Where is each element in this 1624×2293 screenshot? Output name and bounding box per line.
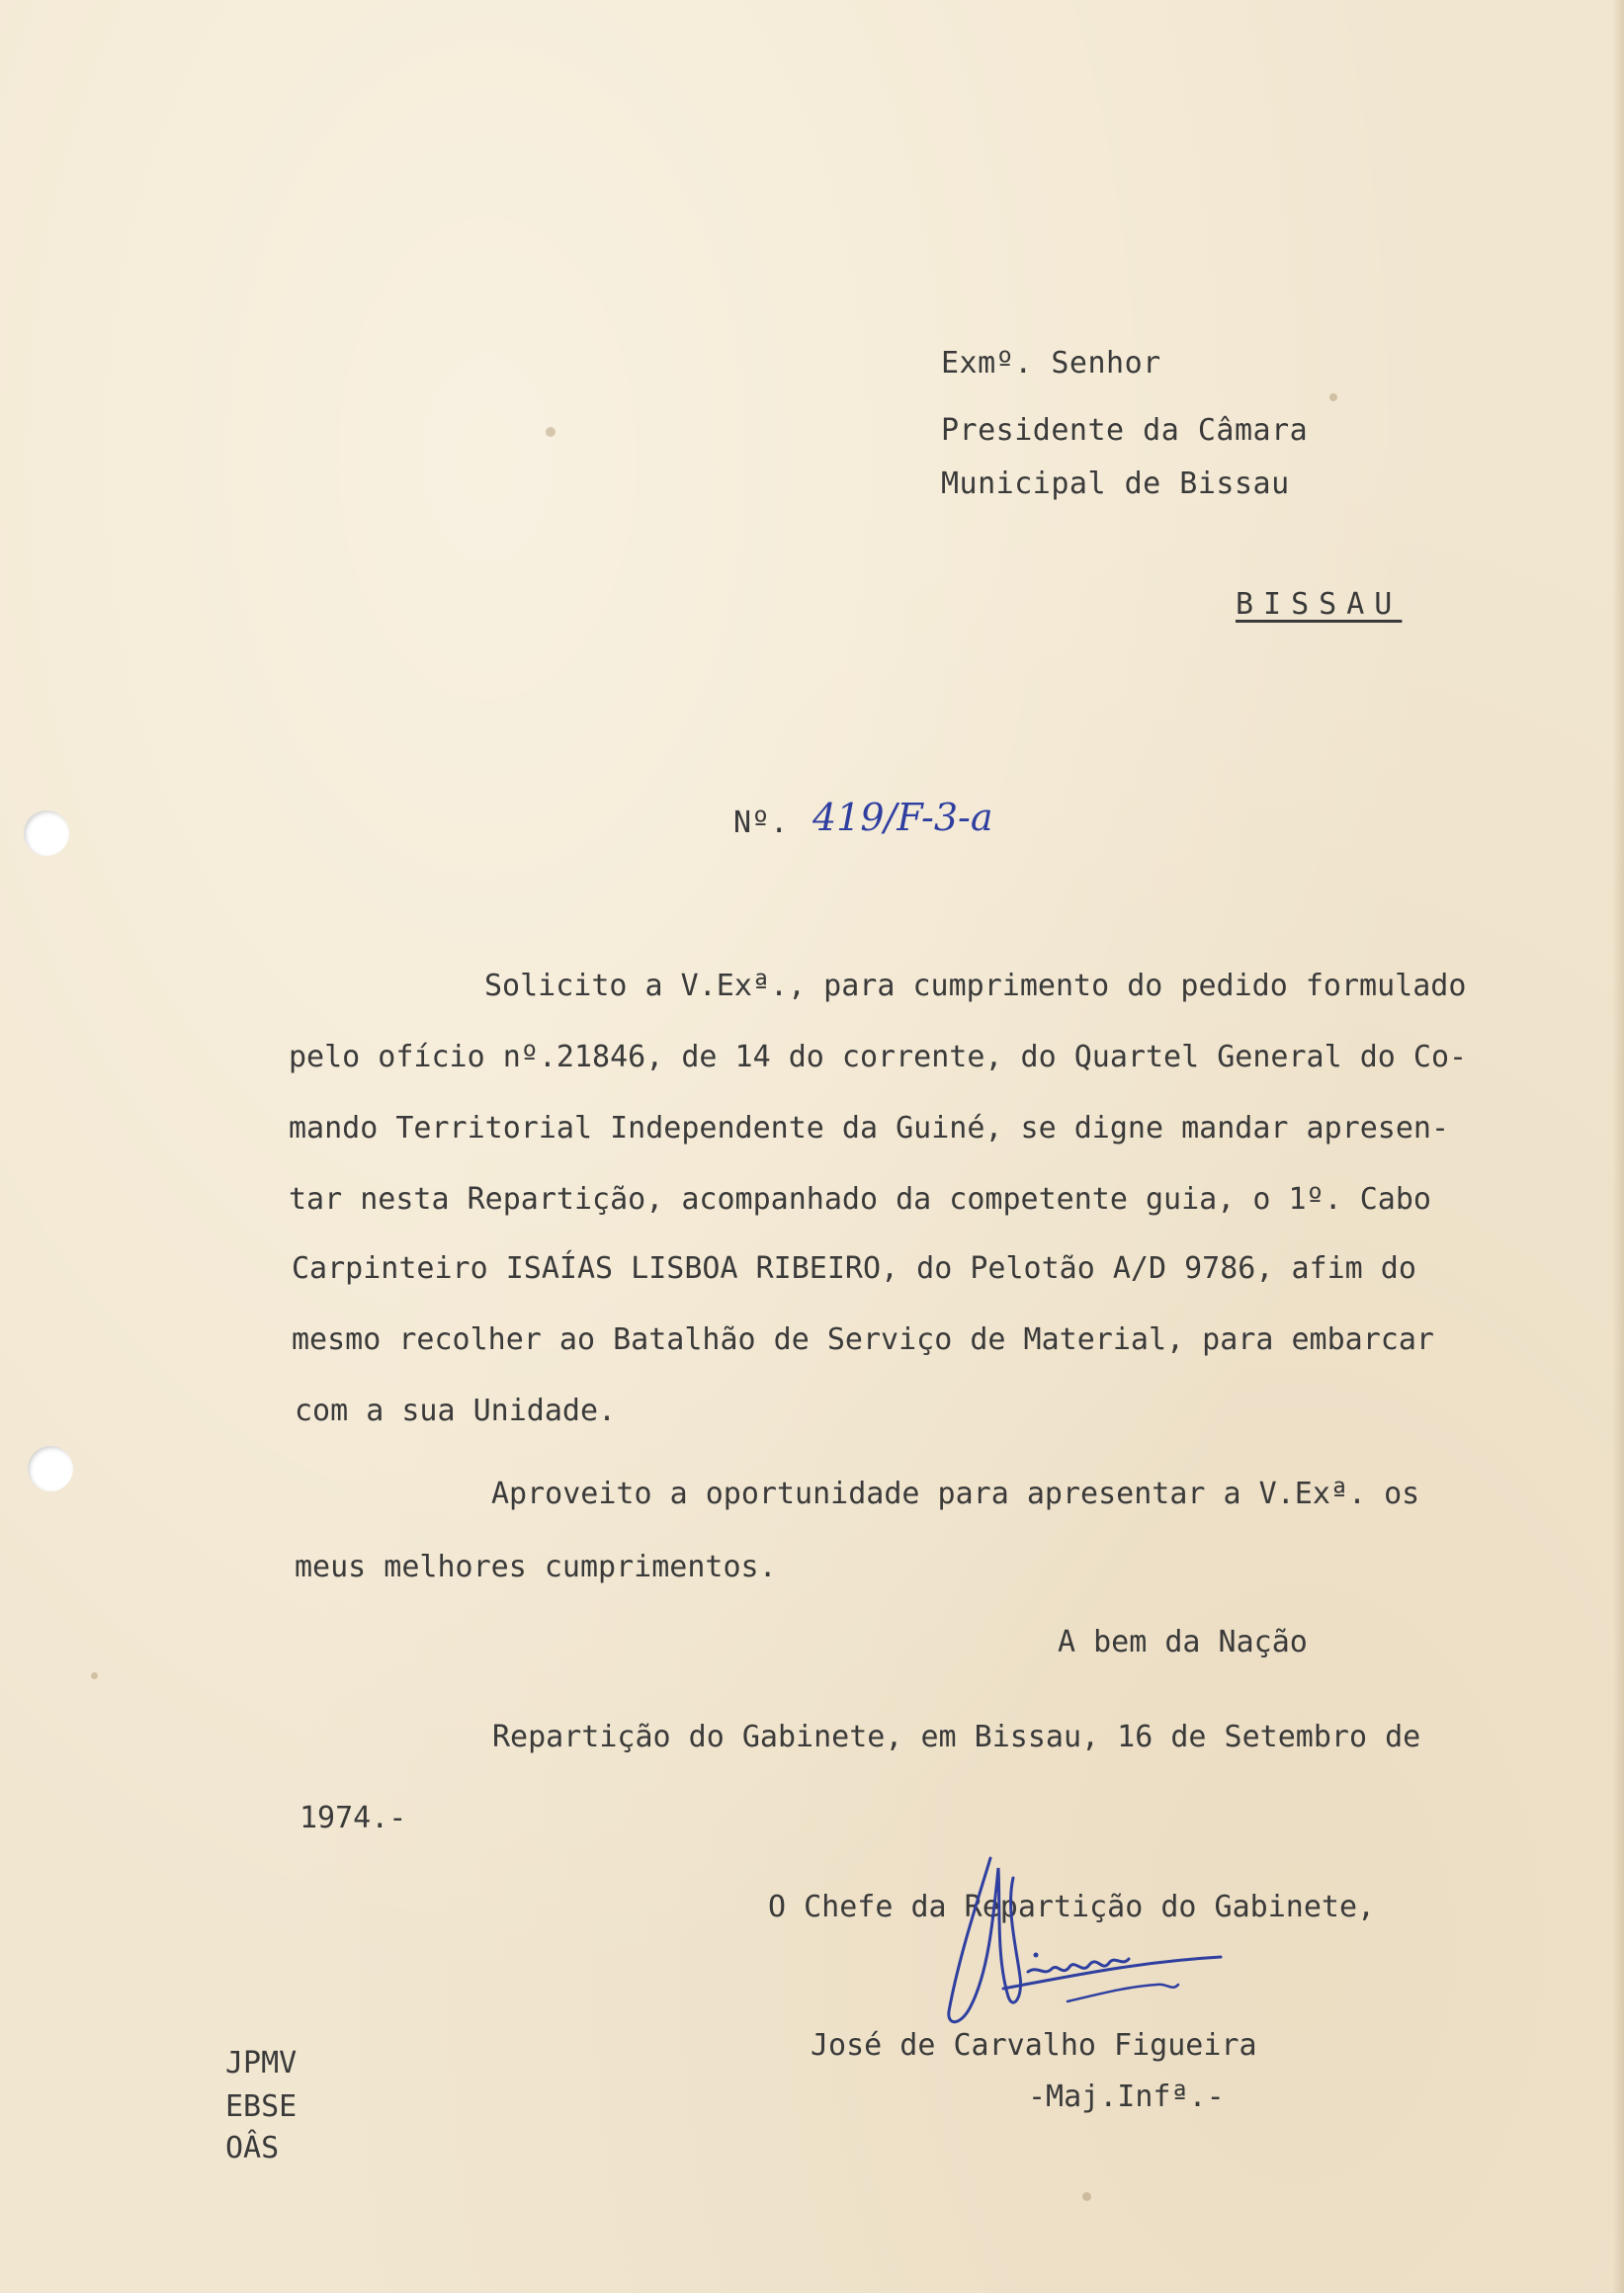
page-edge-shadow bbox=[1612, 0, 1624, 2293]
punch-hole-top bbox=[24, 810, 69, 856]
body-line: mesmo recolher ao Batalhão de Serviço de Material, para embarcar bbox=[292, 1322, 1434, 1357]
paper-speck bbox=[91, 1672, 98, 1679]
paper-speck bbox=[1082, 2192, 1091, 2201]
signatory-rank: -Maj.Infª.- bbox=[1028, 2080, 1225, 2114]
body-line: pelo ofício nº.21846, de 14 do corrente, do Quartel General do Co- bbox=[289, 1040, 1468, 1074]
signatory-name: José de Carvalho Figueira bbox=[811, 2028, 1257, 2063]
closing-phrase: A bem da Nação bbox=[1058, 1625, 1308, 1659]
addressee-salutation: Exmº. Senhor bbox=[941, 346, 1161, 381]
place-date-line1: Repartição do Gabinete, em Bissau, 16 de Setembro de bbox=[492, 1720, 1421, 1754]
addressee-title-line2: Municipal de Bissau bbox=[941, 467, 1290, 501]
initials-line: EBSE bbox=[225, 2089, 298, 2124]
handwritten-signature bbox=[919, 1838, 1245, 2036]
paper-speck bbox=[546, 427, 556, 437]
body-line: Carpinteiro ISAÍAS LISBOA RIBEIRO, do Pelotão A/D 9786, afim do bbox=[292, 1251, 1416, 1286]
body-line: Solicito a V.Exª., para cumprimento do pedido formulado bbox=[484, 969, 1467, 1003]
addressee-city: BISSAU bbox=[1236, 587, 1403, 622]
reference-handwritten-number: 419/F-3-a bbox=[812, 796, 993, 839]
body-line: Aproveito a oportunidade para apresentar a V.Exª. os bbox=[491, 1477, 1420, 1511]
body-line: mando Territorial Independente da Guiné, se digne mandar apresen- bbox=[289, 1111, 1449, 1146]
body-line: tar nesta Repartição, acompanhado da competente guia, o 1º. Cabo bbox=[289, 1182, 1431, 1217]
initials-line: JPMV bbox=[225, 2046, 298, 2081]
initials-line: OÂS bbox=[225, 2131, 280, 2166]
body-line: meus melhores cumprimentos. bbox=[295, 1550, 777, 1584]
paper-speck bbox=[1329, 393, 1337, 401]
body-line: com a sua Unidade. bbox=[295, 1394, 617, 1428]
reference-prefix: Nº. bbox=[733, 806, 789, 840]
signatory-role: O Chefe da Repartição do Gabinete, bbox=[768, 1890, 1376, 1924]
place-date-line2: 1974.- bbox=[299, 1801, 407, 1835]
punch-hole-bottom bbox=[28, 1446, 73, 1491]
addressee-title-line1: Presidente da Câmara bbox=[941, 413, 1309, 448]
